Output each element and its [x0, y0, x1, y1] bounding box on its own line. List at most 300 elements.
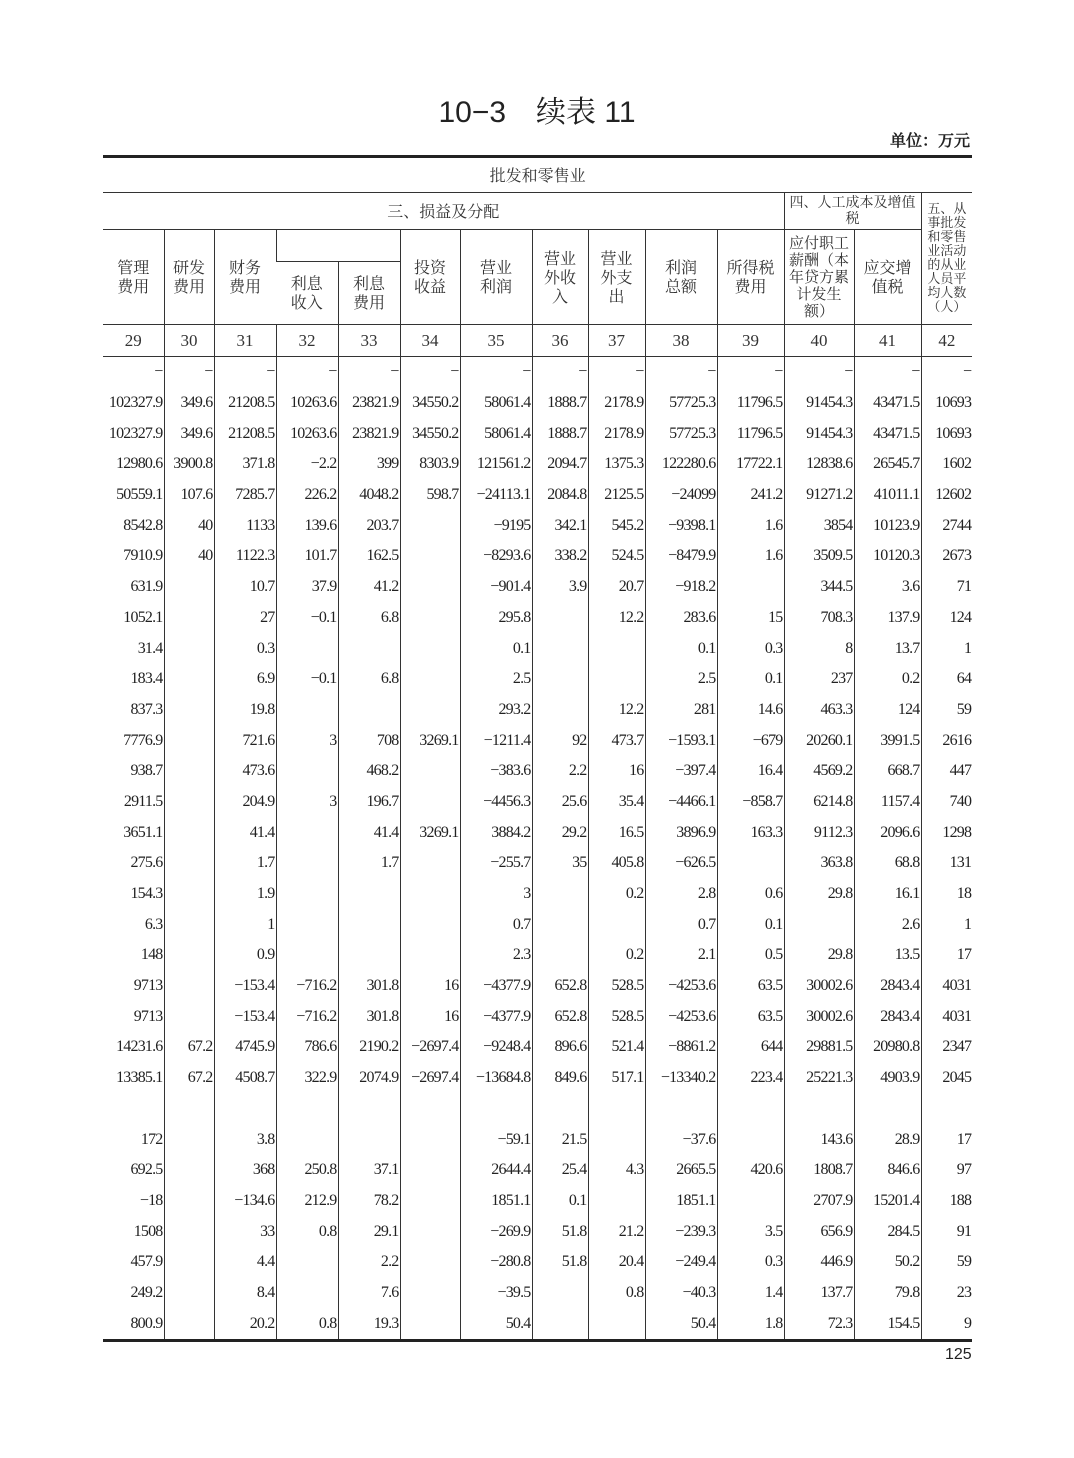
table-cell: 517.1 [588, 1063, 645, 1094]
table-cell: 91454.3 [784, 388, 854, 419]
table-cell [717, 1186, 784, 1217]
table-cell: 10120.3 [854, 541, 921, 572]
table-row [103, 1247, 972, 1278]
table-cell: 2.2 [532, 756, 588, 787]
table-cell: −18 [139, 1191, 163, 1209]
table-cell: 1808.7 [784, 1155, 854, 1186]
column-number: 38 [645, 325, 717, 357]
table-cell [164, 1247, 214, 1278]
table-cell: 1.6 [717, 541, 784, 572]
col-header-40: 应付职工薪酬（本年贷方累计发生额） [784, 230, 854, 325]
table-cell: 21208.5 [214, 388, 276, 419]
table-cell [400, 1124, 460, 1155]
table-cell: 1602 [921, 449, 972, 480]
table-cell: 0.3 [214, 633, 276, 664]
table-cell: 668.7 [854, 756, 921, 787]
table-cell: 0.1 [717, 664, 784, 695]
table-cell: 0.3 [717, 633, 784, 664]
table-cell: −2697.4 [400, 1063, 460, 1094]
column-number: 36 [532, 325, 588, 357]
table-cell: 849.6 [532, 1063, 588, 1094]
table-cell: 137.9 [854, 603, 921, 634]
table-cell: 283.6 [645, 603, 717, 634]
table-cell: 122280.6 [645, 449, 717, 480]
table-row [103, 817, 972, 848]
table-cell: −4466.1 [645, 787, 717, 818]
col-header-34: 投资收益 [400, 230, 460, 325]
table-cell: 4508.7 [214, 1063, 276, 1094]
table-cell: 6.8 [338, 664, 400, 695]
table-cell [532, 1278, 588, 1309]
table-cell: 2178.9 [588, 418, 645, 449]
table-cell: 21208.5 [214, 418, 276, 449]
table-cell: −716.2 [276, 1001, 338, 1032]
table-row [103, 1155, 972, 1186]
table-cell: 97 [921, 1155, 972, 1186]
table-cell: 30002.6 [784, 971, 854, 1002]
table-cell: 846.6 [854, 1155, 921, 1186]
table-cell: −1211.4 [460, 725, 532, 756]
table-cell [276, 633, 338, 664]
table-cell [164, 725, 214, 756]
table-cell: 71 [921, 572, 972, 603]
table-cell: −716.2 [276, 971, 338, 1002]
table-cell [400, 848, 460, 879]
table-cell: 4745.9 [214, 1032, 276, 1063]
table-cell: 301.8 [338, 971, 400, 1002]
table-cell: 652.8 [532, 971, 588, 1002]
table-cell: 4031 [921, 971, 972, 1002]
table-cell: − [460, 357, 532, 388]
table-cell: 14231.6 [116, 1038, 163, 1056]
column-number: 39 [717, 325, 784, 357]
table-cell [164, 603, 214, 634]
table-cell: 8 [784, 633, 854, 664]
table-row [103, 1186, 972, 1217]
column-number: 31 [214, 325, 276, 357]
table-cell: 692.5 [130, 1161, 163, 1179]
table-cell: 3269.1 [400, 725, 460, 756]
table-cell: 708 [338, 725, 400, 756]
table-cell: 29881.5 [784, 1032, 854, 1063]
table-cell: 41.4 [214, 817, 276, 848]
table-cell: − [717, 357, 784, 388]
table-cell: 3651.1 [123, 823, 163, 841]
table-cell [532, 1094, 588, 1125]
table-cell: 344.5 [784, 572, 854, 603]
table-cell: 349.6 [164, 418, 214, 449]
table-cell: 29.1 [338, 1216, 400, 1247]
table-cell [338, 633, 400, 664]
table-cell: 20.4 [588, 1247, 645, 1278]
col-header-35: 营业利润 [460, 230, 532, 325]
table-cell [784, 909, 854, 940]
table-cell: 58061.4 [460, 388, 532, 419]
table-cell: 284.5 [854, 1216, 921, 1247]
table-cell: 16 [400, 971, 460, 1002]
table-cell: 528.5 [588, 1001, 645, 1032]
table-cell: 2094.7 [532, 449, 588, 480]
table-cell: 12980.6 [116, 455, 163, 473]
table-cell: 0.1 [460, 633, 532, 664]
interest-group-header [276, 230, 400, 262]
table-cell: 2347 [921, 1032, 972, 1063]
table-cell [276, 1124, 338, 1155]
table-cell [338, 909, 400, 940]
table-cell [400, 1308, 460, 1340]
table-cell: −280.8 [460, 1247, 532, 1278]
col-header-39: 所得税费用 [717, 230, 784, 325]
column-number: 32 [276, 325, 338, 357]
table-cell: 7285.7 [214, 480, 276, 511]
table-cell [717, 848, 784, 879]
table-cell [532, 664, 588, 695]
column-number: 34 [400, 325, 460, 357]
column-number: 35 [460, 325, 532, 357]
table-cell: 40 [164, 541, 214, 572]
table-cell: 7.6 [338, 1278, 400, 1309]
table-cell [276, 848, 338, 879]
table-cell: −13684.8 [460, 1063, 532, 1094]
table-row [103, 633, 972, 664]
table-cell: 342.1 [532, 510, 588, 541]
table-cell: 2.1 [645, 940, 717, 971]
table-cell [276, 695, 338, 726]
table-cell: 20.2 [214, 1308, 276, 1340]
table-cell: 67.2 [164, 1032, 214, 1063]
table-cell: 295.8 [460, 603, 532, 634]
table-cell: 31.4 [137, 639, 163, 657]
table-cell: 241.2 [717, 480, 784, 511]
table-cell: 68.8 [854, 848, 921, 879]
table-cell: 3.5 [717, 1216, 784, 1247]
table-cell [164, 1124, 214, 1155]
table-cell [164, 940, 214, 971]
col-header-38: 利润总额 [645, 230, 717, 325]
table-cell: 249.2 [130, 1283, 163, 1301]
table-cell: 528.5 [588, 971, 645, 1002]
table-cell: − [532, 357, 588, 388]
table-cell: 20260.1 [784, 725, 854, 756]
table-cell: 0.5 [717, 940, 784, 971]
table-cell: 91 [921, 1216, 972, 1247]
table-cell: 17722.1 [717, 449, 784, 480]
table-cell: − [276, 357, 338, 388]
table-cell: 1851.1 [645, 1186, 717, 1217]
table-row [103, 664, 972, 695]
table-row [103, 1001, 972, 1032]
table-cell: 644 [717, 1032, 784, 1063]
table-cell: −9195 [460, 510, 532, 541]
table-cell [717, 572, 784, 603]
table-cell [588, 1094, 645, 1125]
section5-header: 五、从事批发和零售业活动的从业人员平均人数（人） [921, 193, 972, 325]
unit-label: 单位：万元 [889, 131, 970, 150]
table-cell: 59 [921, 1247, 972, 1278]
table-cell: 837.3 [130, 700, 163, 718]
table-cell: 1052.1 [123, 608, 163, 626]
table-cell [717, 1094, 784, 1125]
table-cell: −249.4 [645, 1247, 717, 1278]
table-cell: 13.5 [854, 940, 921, 971]
table-cell: 223.4 [717, 1063, 784, 1094]
table-cell: 9 [921, 1308, 972, 1340]
table-cell: 473.6 [214, 756, 276, 787]
table-row [103, 1308, 972, 1340]
table-cell: −255.7 [460, 848, 532, 879]
table-cell: 740 [921, 787, 972, 818]
table-cell: 25.6 [532, 787, 588, 818]
table-cell [532, 879, 588, 910]
table-cell: 29.8 [784, 879, 854, 910]
table-cell [164, 664, 214, 695]
table-cell: 50.2 [854, 1247, 921, 1278]
table-cell: 1.4 [717, 1278, 784, 1309]
table-cell: 9713 [133, 1007, 163, 1025]
table-row [103, 1094, 972, 1125]
table-cell [164, 1094, 214, 1125]
table-cell: 1133 [214, 510, 276, 541]
col-header-37: 营业外支出 [588, 230, 645, 325]
table-cell: − [400, 357, 460, 388]
table-cell: −679 [717, 725, 784, 756]
table-cell: 896.6 [532, 1032, 588, 1063]
table-cell [588, 909, 645, 940]
table-cell: 58061.4 [460, 418, 532, 449]
table-cell [338, 695, 400, 726]
table-cell: 27 [214, 603, 276, 634]
table-cell [532, 695, 588, 726]
table-cell: 33 [214, 1216, 276, 1247]
table-cell: − [645, 357, 717, 388]
table-body [103, 357, 972, 1341]
table-cell: − [921, 357, 972, 388]
table-cell: 0.9 [214, 940, 276, 971]
col-header-30: 研发费用 [164, 230, 214, 325]
table-cell: −239.3 [645, 1216, 717, 1247]
table-row [103, 541, 972, 572]
table-cell: 92 [532, 725, 588, 756]
table-row [103, 480, 972, 511]
table-cell: 0.7 [460, 909, 532, 940]
table-cell: 2084.8 [532, 480, 588, 511]
table-cell: 154.3 [130, 885, 163, 903]
table-cell: 15 [717, 603, 784, 634]
table-cell: 17 [921, 1124, 972, 1155]
table-cell: 107.6 [164, 480, 214, 511]
table-cell [400, 787, 460, 818]
col-header-31: 财务费用 [214, 230, 276, 325]
table-cell: 196.7 [338, 787, 400, 818]
table-cell: 10263.6 [276, 388, 338, 419]
table-cell: 18 [921, 879, 972, 910]
table-cell: 78.2 [338, 1186, 400, 1217]
table-cell: 183.4 [130, 670, 163, 688]
table-cell: 37.9 [276, 572, 338, 603]
table-cell: 3 [276, 725, 338, 756]
page-number: 125 [945, 1346, 972, 1363]
table-cell: 2616 [921, 725, 972, 756]
table-cell: 1888.7 [532, 388, 588, 419]
table-cell: 21.2 [588, 1216, 645, 1247]
table-cell: 293.2 [460, 695, 532, 726]
table-cell: 226.2 [276, 480, 338, 511]
table-cell: −8479.9 [645, 541, 717, 572]
table-cell: −0.1 [276, 603, 338, 634]
table-cell: −1593.1 [645, 725, 717, 756]
table-cell: −0.1 [276, 664, 338, 695]
table-cell: −2.2 [276, 449, 338, 480]
table-cell: 349.6 [164, 388, 214, 419]
table-cell [164, 1216, 214, 1247]
table-cell: −4253.6 [645, 1001, 717, 1032]
table-row [103, 787, 972, 818]
table-cell: 63.5 [717, 1001, 784, 1032]
table-cell: 0.1 [532, 1186, 588, 1217]
table-cell: 41011.1 [854, 480, 921, 511]
table-cell: −40.3 [645, 1278, 717, 1309]
table-cell: − [784, 357, 854, 388]
table-cell: −901.4 [460, 572, 532, 603]
table-cell [164, 1308, 214, 1340]
table-cell: 25.4 [532, 1155, 588, 1186]
table-cell: 11796.5 [717, 418, 784, 449]
table-cell: 363.8 [784, 848, 854, 879]
table-cell: 10693 [921, 418, 972, 449]
table-cell: 1851.1 [460, 1186, 532, 1217]
table-cell: 2096.6 [854, 817, 921, 848]
table-cell: 338.2 [532, 541, 588, 572]
table-cell: 2665.5 [645, 1155, 717, 1186]
table-cell: 1122.3 [214, 541, 276, 572]
table-cell: −153.4 [214, 1001, 276, 1032]
table-cell: −24113.1 [460, 480, 532, 511]
table-cell: 250.8 [276, 1155, 338, 1186]
table-row [103, 756, 972, 787]
table-row [103, 940, 972, 971]
table-cell [276, 1278, 338, 1309]
table-cell: 8542.8 [123, 516, 163, 534]
table-cell: 148 [140, 946, 163, 964]
table-cell [276, 1247, 338, 1278]
table-cell [588, 664, 645, 695]
table-cell: −4456.3 [460, 787, 532, 818]
table-cell: 0.8 [588, 1278, 645, 1309]
table-cell: 1.7 [214, 848, 276, 879]
table-cell [400, 541, 460, 572]
table-cell: 473.7 [588, 725, 645, 756]
table-cell: 172 [140, 1130, 163, 1148]
table-cell: 1508 [133, 1222, 163, 1240]
table-cell: 40 [164, 510, 214, 541]
column-number-row [103, 325, 972, 357]
table-cell [400, 1216, 460, 1247]
table-cell: − [588, 357, 645, 388]
table-cell [784, 1094, 854, 1125]
table-cell [164, 1186, 214, 1217]
table-cell: 0.2 [588, 940, 645, 971]
table-cell: 204.9 [214, 787, 276, 818]
table-cell: 399 [338, 449, 400, 480]
table-cell: 2.5 [645, 664, 717, 695]
table-cell: −4377.9 [460, 971, 532, 1002]
table-cell [164, 1278, 214, 1309]
table-cell: 1.6 [717, 510, 784, 541]
table-cell: 2843.4 [854, 1001, 921, 1032]
table-cell: 2843.4 [854, 971, 921, 1002]
table-row [103, 1124, 972, 1155]
table-cell: 281 [645, 695, 717, 726]
table-cell: −8293.6 [460, 541, 532, 572]
table-row [103, 971, 972, 1002]
table-row [103, 1063, 972, 1094]
table-cell: −2697.4 [400, 1032, 460, 1063]
table-cell: 6.8 [338, 603, 400, 634]
table-cell: 25221.3 [784, 1063, 854, 1094]
table-cell: 7910.9 [123, 547, 163, 565]
table-cell: 102327.9 [108, 394, 163, 412]
table-cell: 15201.4 [854, 1186, 921, 1217]
table-cell: 50.4 [645, 1308, 717, 1340]
table-cell [400, 1155, 460, 1186]
table-cell: 10263.6 [276, 418, 338, 449]
table-cell: 17 [921, 940, 972, 971]
table-cell: 16 [588, 756, 645, 787]
table-cell: −9248.4 [460, 1032, 532, 1063]
table-row [103, 388, 972, 419]
col-header-36: 营业外收入 [532, 230, 588, 325]
table-cell [717, 1124, 784, 1155]
table-cell: 2125.5 [588, 480, 645, 511]
table-cell [400, 603, 460, 634]
table-cell: 447 [921, 756, 972, 787]
table-cell: 13385.1 [116, 1069, 163, 1087]
table-cell [400, 756, 460, 787]
table-cell: 3 [276, 787, 338, 818]
table-cell: 237 [784, 664, 854, 695]
table-cell: 29.2 [532, 817, 588, 848]
table-cell: 79.8 [854, 1278, 921, 1309]
section4-header: 四、人工成本及增值税 [784, 193, 921, 230]
table-cell: 91454.3 [784, 418, 854, 449]
table-cell: 20980.8 [854, 1032, 921, 1063]
table-cell: 102327.9 [108, 424, 163, 442]
table-cell [588, 633, 645, 664]
table-cell: 43471.5 [854, 418, 921, 449]
table-cell [400, 1094, 460, 1125]
table-cell: 656.9 [784, 1216, 854, 1247]
table-cell: 13.7 [854, 633, 921, 664]
table-cell [532, 940, 588, 971]
table-cell: 26545.7 [854, 449, 921, 480]
table-cell: − [154, 363, 163, 381]
table-cell: 29.8 [784, 940, 854, 971]
table-cell: 0.7 [645, 909, 717, 940]
table-cell: 35 [532, 848, 588, 879]
table-row [103, 909, 972, 940]
table-cell: 631.9 [130, 578, 163, 596]
table-cell: 468.2 [338, 756, 400, 787]
table-cell [400, 879, 460, 910]
table-cell: 463.3 [784, 695, 854, 726]
table-cell: 28.9 [854, 1124, 921, 1155]
table-cell: 50559.1 [116, 486, 163, 504]
column-number: 40 [784, 325, 854, 357]
table-cell: 6.3 [144, 915, 163, 933]
table-cell: 446.9 [784, 1247, 854, 1278]
table-cell: 1.8 [717, 1308, 784, 1340]
table-cell [276, 940, 338, 971]
